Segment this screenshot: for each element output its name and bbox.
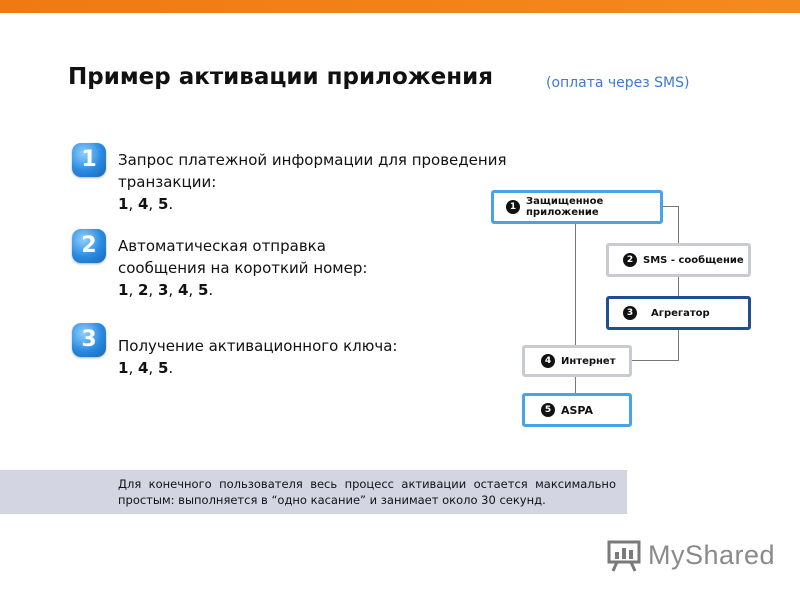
node-secure-app: [491, 190, 663, 224]
node-5-label: ASPA: [561, 403, 594, 417]
top-accent-bar: [0, 0, 800, 13]
step-2-line1: Автоматическая отправка: [118, 237, 326, 255]
node-1-number: 1: [506, 200, 520, 214]
step-1-line2: транзакции:: [118, 173, 217, 191]
connector-aggregator-down: [678, 328, 679, 361]
node-2-label: SMS - сообщение: [643, 254, 744, 266]
node-internet: [522, 345, 632, 377]
node-aspa: [522, 393, 632, 427]
node-4-label: Интернет: [561, 355, 616, 367]
info-text: Для конечного пользователя весь процесс активации остается максимально простым: выполняется в “одно касание” и занимает около 30 секунд.: [118, 477, 616, 507]
step-1-numbers: 1, 4, 5.: [118, 195, 174, 213]
connector-top-right-v: [678, 206, 679, 244]
step-2-badge: 2: [72, 229, 106, 263]
node-3-label: Агрегатор: [651, 307, 710, 319]
step-1-line1: Запрос платежной информации для проведения: [118, 151, 507, 169]
step-3-line1: Получение активационного ключа:: [118, 337, 398, 355]
step-3-text: [118, 335, 518, 379]
presentation-board-icon: [606, 537, 642, 573]
page-title: Пример активации приложения: [68, 64, 494, 90]
myshared-logo: [606, 536, 775, 574]
node-4-number: 4: [541, 354, 555, 368]
connector-to-internet: [631, 360, 679, 361]
connector-sms-aggregator: [678, 275, 679, 297]
node-1-label: Защищенное приложение: [526, 196, 604, 218]
step-3-badge: 3: [72, 323, 106, 357]
node-sms: [606, 243, 751, 277]
node-aggregator: [606, 296, 751, 330]
node-2-number: 2: [623, 253, 637, 267]
step-3-numbers: 1, 4, 5.: [118, 359, 174, 377]
node-5-number: 5: [541, 403, 555, 417]
logo-text: MyShared: [648, 539, 776, 570]
step-1-badge: 1: [72, 143, 106, 177]
step-1-text: [118, 149, 518, 215]
connector-top-right-h: [662, 206, 678, 207]
node-3-number: 3: [623, 306, 637, 320]
step-2-text: [118, 235, 518, 301]
page-subtitle: (оплата через SMS): [546, 75, 690, 91]
step-2-numbers: 1, 2, 3, 4, 5.: [118, 281, 214, 299]
step-2-line2: сообщения на короткий номер:: [118, 259, 368, 277]
